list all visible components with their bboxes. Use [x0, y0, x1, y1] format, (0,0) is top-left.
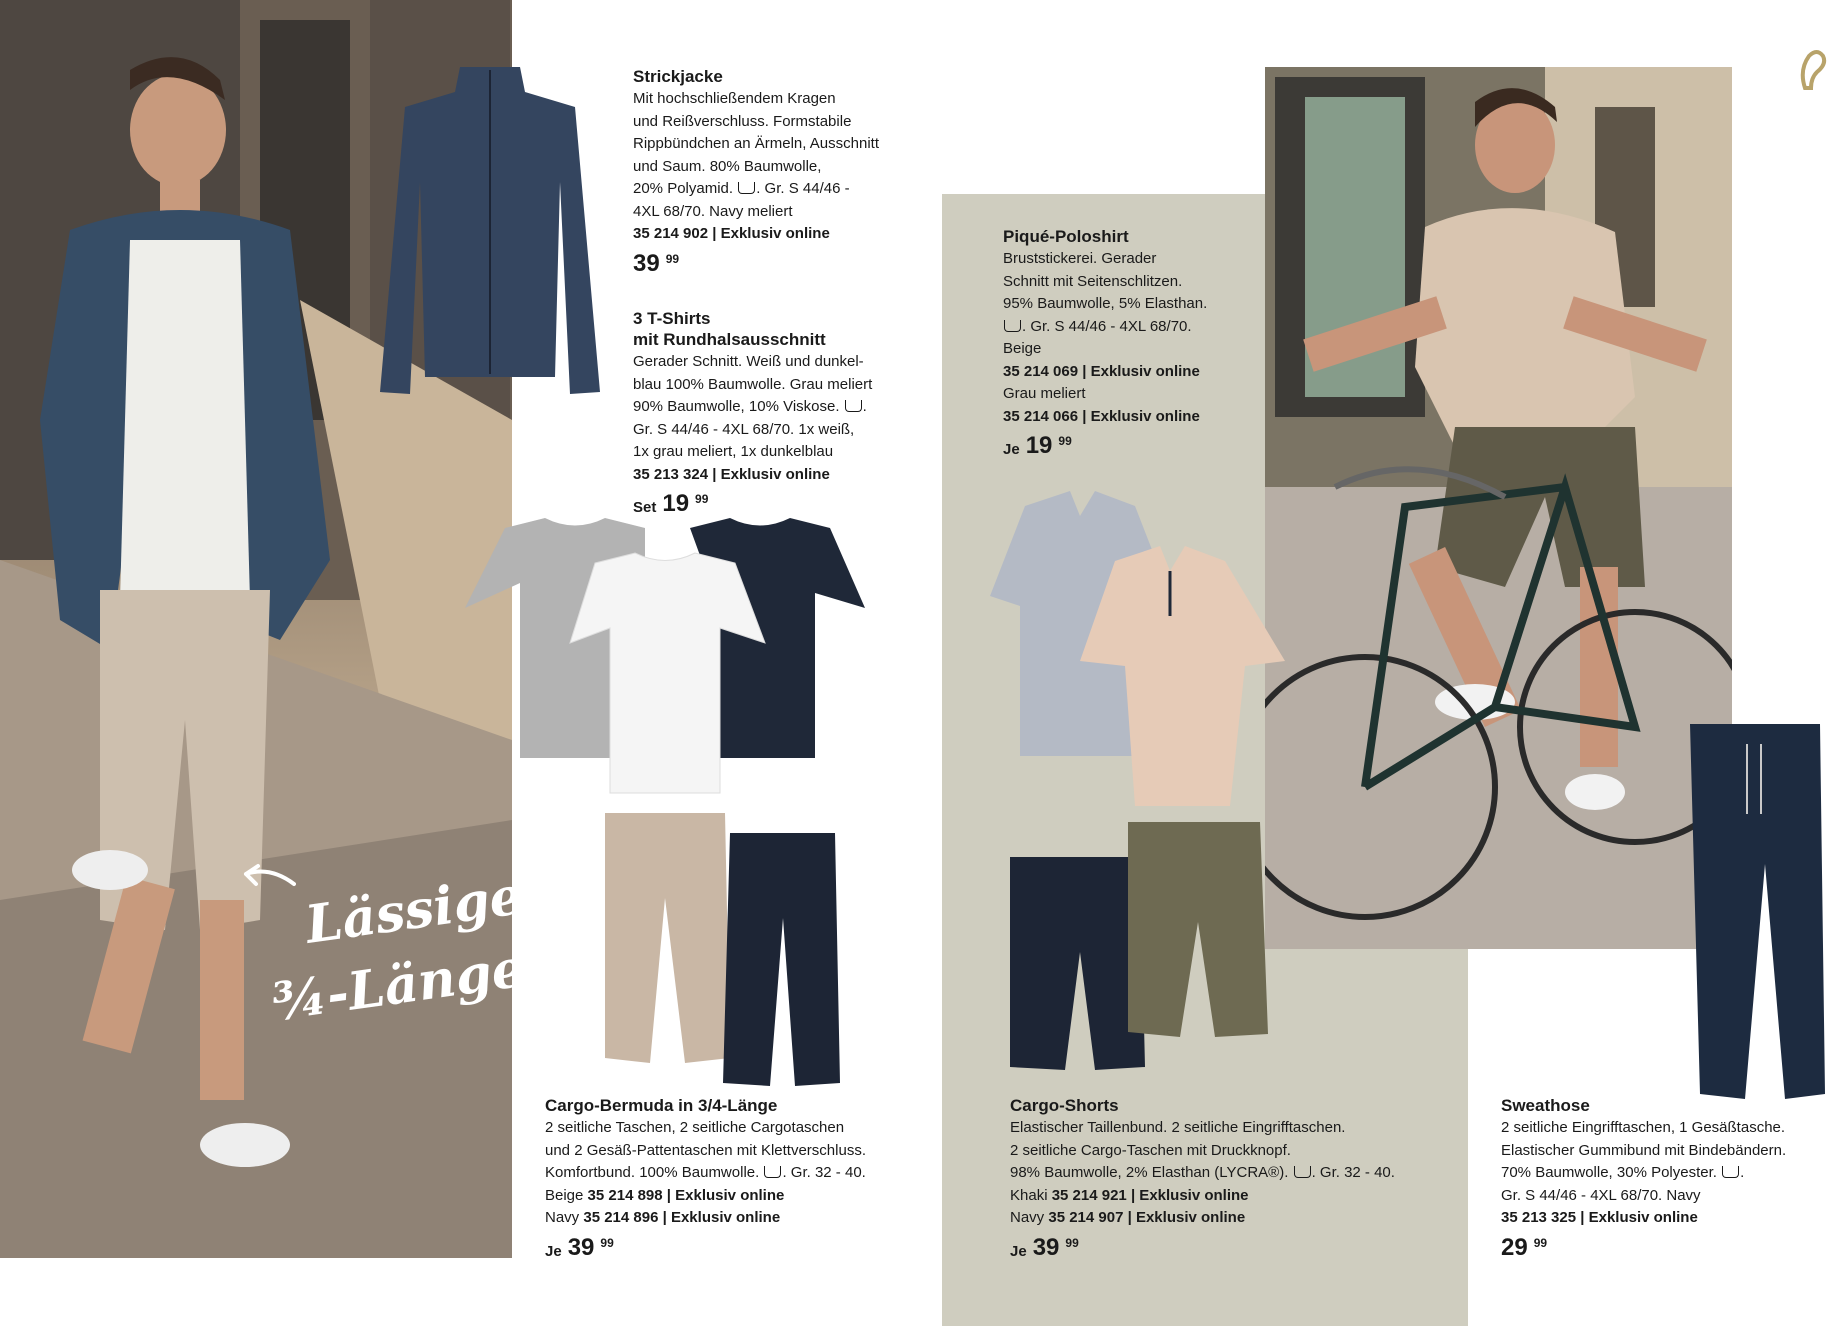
product-sweathose	[1501, 1095, 1826, 1262]
wash-symbol-icon	[764, 1166, 781, 1178]
product-title-line2: mit Rundhalsausschnitt	[633, 330, 826, 349]
product-sku-grau: 35 214 066 | Exklusiv online	[1003, 407, 1200, 425]
wash-symbol-icon	[1722, 1166, 1739, 1178]
product-variant-navy: Navy 35 214 907 | Exklusiv online	[1010, 1209, 1246, 1226]
product-image-cargo-bermuda[interactable]	[605, 808, 845, 1088]
product-image-sweathose[interactable]	[1685, 724, 1825, 1104]
product-title: Cargo-Shorts	[1010, 1096, 1119, 1115]
product-description: 2 seitliche Taschen, 2 seitliche Cargotaschen und 2 Gesäß-Pattentaschen mit Klettverschluss. Komfortbund. 100% Baumwolle. . Gr. 32 - 40.	[545, 1119, 866, 1181]
product-price: Je 39 99	[545, 1233, 614, 1261]
product-variant-khaki: Khaki 35 214 921 | Exklusiv online	[1010, 1186, 1249, 1204]
product-image-cargo-shorts[interactable]	[1010, 822, 1275, 1072]
product-tshirts	[633, 308, 933, 518]
wash-symbol-icon	[738, 182, 755, 194]
product-variant-grau: Grau meliert	[1003, 385, 1086, 402]
product-price: Set 19 99	[633, 490, 709, 517]
product-price: Je 39 99	[1010, 1233, 1079, 1261]
product-image-polos[interactable]	[985, 486, 1295, 816]
tagline-line2: ¾-Länge	[268, 937, 529, 1034]
product-polo	[1003, 226, 1273, 460]
product-title: Strickjacke	[633, 67, 723, 86]
product-variant-beige: Beige 35 214 898 | Exklusiv online	[545, 1186, 785, 1204]
product-price: 29 99	[1501, 1233, 1548, 1261]
wash-symbol-icon	[845, 400, 862, 412]
product-description: Mit hochschließendem Kragen und Reißverschluss. Formstabile Rippbündchen an Ärmeln, Ausschnitt und Saum. 80% Baumwolle, 20% Polyamid. . Gr. S 44/46 - 4XL 68/70. Navy meliert	[633, 90, 879, 220]
product-price: 39 99	[633, 249, 680, 277]
model-photo-cyclist	[1265, 67, 1732, 949]
product-sku: 35 213 325 | Exklusiv online	[1501, 1209, 1698, 1226]
product-title: Sweathose	[1501, 1096, 1590, 1115]
wash-symbol-icon	[1004, 320, 1021, 332]
product-description: Gerader Schnitt. Weiß und dunkel- blau 100% Baumwolle. Grau meliert 90% Baumwolle, 10% Viskose. . Gr. S 44/46 - 4XL 68/70. 1x weiß, 1x grau meliert, 1x dunkelblau	[633, 353, 873, 460]
product-price: Je 19 99	[1003, 432, 1072, 459]
product-image-tshirts[interactable]	[465, 513, 865, 803]
product-description: 2 seitliche Eingrifftaschen, 1 Gesäßtasche. Elastischer Gummibund mit Bindebändern. 70% Baumwolle, 30% Polyester. . Gr. S 44/46 - 4XL 68/70. Navy	[1501, 1119, 1787, 1204]
product-strickjacke	[633, 66, 933, 278]
product-title: Cargo-Bermuda in 3/4-Länge	[545, 1096, 778, 1115]
product-variant-navy: Navy 35 214 896 | Exklusiv online	[545, 1209, 781, 1226]
product-description: Elastischer Taillenbund. 2 seitliche Eingrifftaschen. 2 seitliche Cargo-Taschen mit Druckknopf. 98% Baumwolle, 2% Elasthan (LYCRA®). . Gr. 32 - 40.	[1010, 1119, 1395, 1181]
product-description: Bruststickerei. Gerader Schnitt mit Seitenschlitzen. 95% Baumwolle, 5% Elasthan. . Gr. S 44/46 - 4XL 68/70. Beige	[1003, 250, 1208, 357]
product-image-strickjacke[interactable]	[375, 62, 605, 402]
product-sku: 35 214 902 | Exklusiv online	[633, 225, 830, 242]
wash-symbol-icon	[1294, 1166, 1311, 1178]
product-sku-beige: 35 214 069 | Exklusiv online	[1003, 362, 1200, 380]
product-cargo-shorts	[1010, 1095, 1450, 1262]
product-title-line1: 3 T-Shirts	[633, 309, 711, 328]
product-title: Piqué-Poloshirt	[1003, 227, 1129, 246]
tagline-arrow-icon	[240, 862, 296, 890]
product-sku: 35 213 324 | Exklusiv online	[633, 465, 830, 483]
product-cargo-bermuda	[545, 1095, 935, 1262]
tagline-line1: Lässige	[301, 865, 527, 956]
coffee-bean-logo-icon[interactable]	[1797, 50, 1827, 90]
